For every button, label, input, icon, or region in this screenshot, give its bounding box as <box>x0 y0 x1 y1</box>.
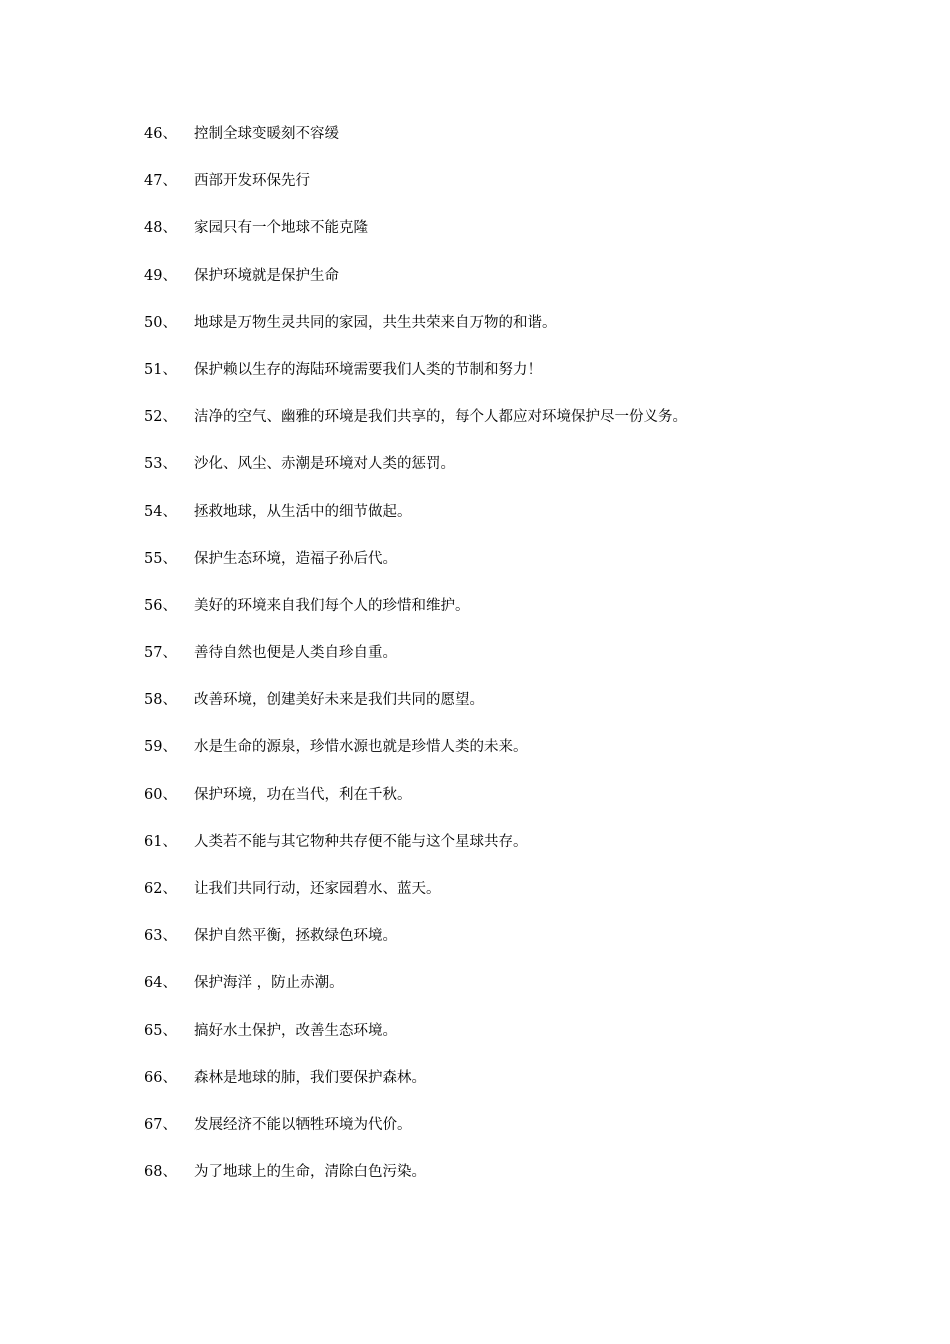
item-number: 59、 <box>144 739 177 756</box>
list-item <box>144 737 924 784</box>
item-text: 保护海洋 ，防止赤潮。 <box>194 975 344 992</box>
item-number: 55、 <box>144 550 177 567</box>
item-number: 56、 <box>144 597 177 614</box>
item-text: 地球是万物生灵共同的家园，共生共荣来自万物的和谐。 <box>194 314 557 331</box>
list-item <box>144 785 924 832</box>
list-item <box>144 171 924 218</box>
list-item <box>144 313 924 360</box>
item-text: 西部开发环保先行 <box>194 173 310 190</box>
list-item <box>144 879 924 926</box>
item-text: 保护生态环境，造福子孙后代。 <box>194 550 397 567</box>
item-text: 让我们共同行动，还家园碧水、蓝天。 <box>194 881 441 897</box>
list-item <box>144 1162 924 1209</box>
list-item <box>144 1115 924 1162</box>
list-item <box>144 454 924 501</box>
slogan-list <box>144 124 924 1209</box>
list-item <box>144 973 924 1020</box>
item-number: 52、 <box>144 409 177 426</box>
item-number: 48、 <box>144 220 177 237</box>
item-text: 保护环境就是保护生命 <box>194 267 339 284</box>
item-number: 66、 <box>144 1069 177 1086</box>
item-number: 63、 <box>144 928 177 945</box>
item-text: 发展经济不能以牺牲环境为代价。 <box>194 1116 412 1133</box>
item-text: 保护赖以生存的海陆环境需要我们人类的节制和努力！ <box>194 361 542 378</box>
list-item <box>144 549 924 596</box>
item-number: 64、 <box>144 975 177 992</box>
item-number: 65、 <box>144 1022 177 1039</box>
list-item <box>144 1068 924 1115</box>
item-text: 保护环境，功在当代，利在千秋。 <box>194 786 412 803</box>
item-number: 54、 <box>144 503 177 520</box>
item-text: 家园只有一个地球不能克隆 <box>194 220 368 237</box>
item-number: 62、 <box>144 881 177 897</box>
item-text: 洁净的空气、幽雅的环境是我们共享的，每个人都应对环境保护尽一份义务。 <box>194 409 687 426</box>
item-number: 46、 <box>144 126 177 142</box>
item-text: 拯救地球，从生活中的细节做起。 <box>194 503 412 520</box>
item-number: 47、 <box>144 173 177 190</box>
item-text: 沙化、风尘、赤潮是环境对人类的惩罚。 <box>194 456 455 473</box>
item-number: 61、 <box>144 833 177 850</box>
item-number: 58、 <box>144 692 177 709</box>
list-item <box>144 832 924 879</box>
item-text: 善待自然也便是人类自珍自重。 <box>194 645 397 662</box>
item-number: 57、 <box>144 645 177 662</box>
item-number: 49、 <box>144 267 177 284</box>
item-text: 森林是地球的肺，我们要保护森林。 <box>194 1069 426 1086</box>
item-text: 保护自然平衡，拯救绿色环境。 <box>194 928 397 945</box>
item-text: 改善环境，创建美好未来是我们共同的愿望。 <box>194 692 484 709</box>
item-number: 67、 <box>144 1116 177 1133</box>
list-item <box>144 1021 924 1068</box>
item-text: 水是生命的源泉，珍惜水源也就是珍惜人类的未来。 <box>194 739 528 756</box>
item-number: 51、 <box>144 361 177 378</box>
list-item <box>144 643 924 690</box>
list-item <box>144 360 924 407</box>
item-number: 50、 <box>144 314 177 331</box>
item-number: 60、 <box>144 786 177 803</box>
list-item <box>144 407 924 454</box>
item-text: 搞好水土保护，改善生态环境。 <box>194 1022 397 1039</box>
item-number: 53、 <box>144 456 177 473</box>
list-item <box>144 124 924 171</box>
list-item <box>144 596 924 643</box>
item-number: 68、 <box>144 1164 177 1181</box>
list-item <box>144 218 924 265</box>
list-item <box>144 926 924 973</box>
list-item <box>144 690 924 737</box>
item-text: 控制全球变暖刻不容缓 <box>194 126 339 142</box>
item-text: 人类若不能与其它物种共存便不能与这个星球共存。 <box>194 833 528 850</box>
item-text: 美好的环境来自我们每个人的珍惜和维护。 <box>194 597 470 614</box>
list-item <box>144 266 924 313</box>
list-item <box>144 502 924 549</box>
item-text: 为了地球上的生命，清除白色污染。 <box>194 1164 426 1181</box>
